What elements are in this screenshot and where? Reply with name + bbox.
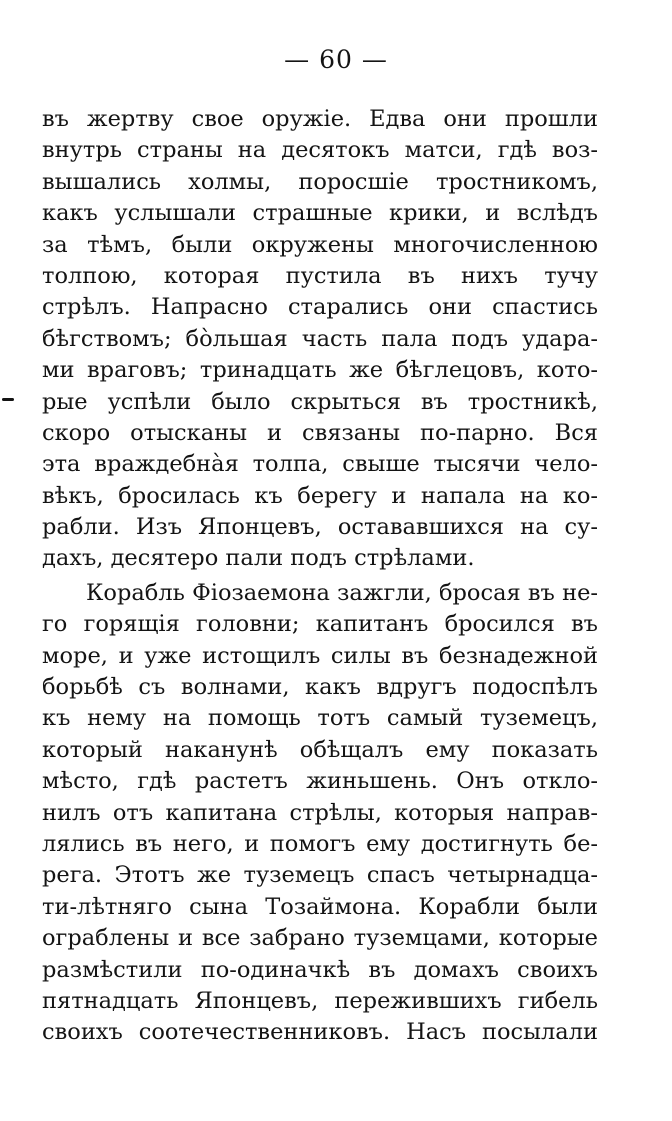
text-line: какъ услышали страшные крики, и вслѣдъ (42, 200, 598, 227)
paragraph-2 (42, 578, 598, 1049)
text-line: стрѣлъ. Напрасно старались они спастись (42, 294, 598, 321)
margin-mark (2, 398, 14, 401)
text-line: бѣгствомъ; бо̀льшая часть пала подъ удара- (42, 325, 598, 352)
text-line: рые успѣли было скрыться въ тростникѣ, (42, 388, 598, 415)
text-line: Корабль Фіозаемона зажгли, бросая въ не- (86, 579, 598, 606)
text-line: въ жертву свое оружіе. Едва они прошли (42, 106, 598, 132)
text-line: внутрь страны на десятокъ матси, гдѣ воз- (42, 137, 598, 164)
text-line: море, и уже истощилъ силы въ безнадежной (42, 642, 598, 669)
text-line: мѣсто, гдѣ растетъ жиньшень. Онъ откло- (42, 768, 598, 795)
text-line: лялись въ него, и помогъ ему достигнуть бе- (42, 830, 598, 857)
text-line: го горящія головни; капитанъ бросился въ (42, 611, 598, 638)
text-line: пятнадцать Японцевъ, пережившихъ гибель (42, 987, 598, 1014)
text-line: за тѣмъ, были окружены многочисленною (42, 231, 598, 258)
text-line: своихъ соотечественниковъ. Насъ посылали (42, 1019, 598, 1046)
text-line: толпою, которая пустила въ нихъ тучу (42, 262, 598, 289)
text-line: вѣкъ, бросилась къ берегу и напала на ко- (42, 482, 598, 509)
text-line: рабли. Изъ Японцевъ, остававшихся на су- (42, 514, 598, 541)
page-number: — 60 — (284, 45, 388, 74)
text-line: ти-лѣтняго сына Тозаймона. Корабли были (42, 893, 598, 920)
text-line: нилъ отъ капитана стрѣлы, которыя направ- (42, 799, 598, 826)
text-line: рега. Этотъ же туземецъ спасъ четырнадца- (42, 862, 598, 889)
text-line: дахъ, десятеро пали подъ стрѣлами. (42, 545, 475, 572)
text-line: размѣстили по-одиначкѣ въ домахъ своихъ (42, 956, 598, 983)
text-line: ограблены и все забрано туземцами, которые (42, 925, 598, 952)
text-line: къ нему на помощь тотъ самый туземецъ, (42, 705, 598, 732)
body-text (42, 104, 598, 1049)
text-line: ми враговъ; тринадцать же бѣглецовъ, кото- (42, 357, 598, 384)
paragraph-1 (42, 104, 598, 575)
text-line: эта враждебна̀я толпа, свыше тысячи чело- (42, 451, 598, 478)
text-line: борьбѣ съ волнами, какъ вдругъ подоспѣлъ (42, 674, 598, 701)
text-line: скоро отысканы и связаны по-парно. Вся (42, 419, 598, 446)
text-line: который наканунѣ обѣщалъ ему показать (42, 736, 598, 763)
text-line: вышались холмы, поросшіе тростникомъ, (42, 168, 598, 195)
